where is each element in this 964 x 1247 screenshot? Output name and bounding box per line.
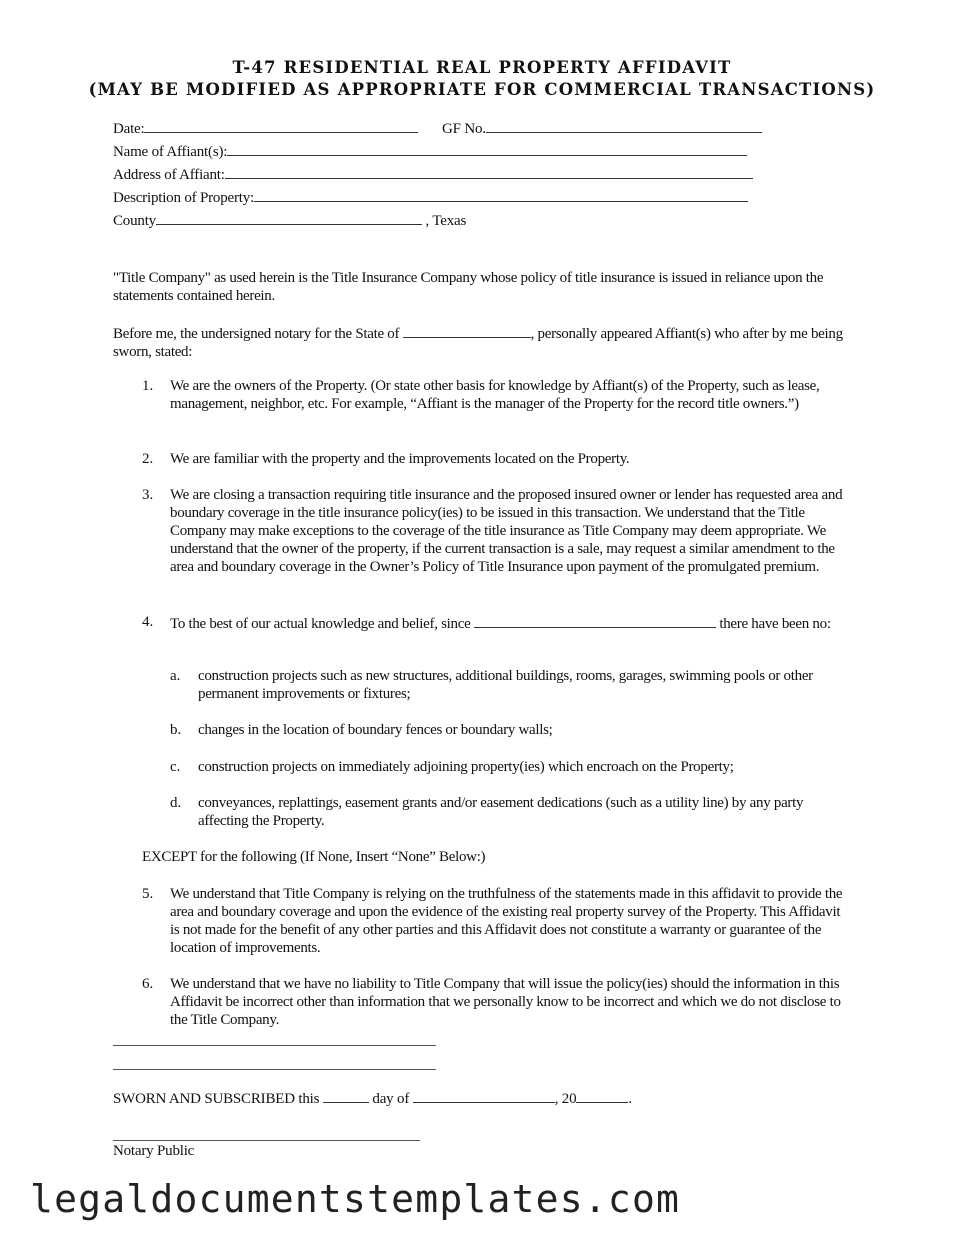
since-date-blank[interactable] — [474, 613, 716, 628]
subitem-a-text: construction projects such as new structures, additional buildings, rooms, garages, swimming pools or other permanent improvements or fixtures; — [198, 668, 813, 702]
county-field — [113, 210, 466, 230]
item-2-text: We are familiar with the property and the improvements located on the Property. — [170, 451, 630, 467]
sworn-day-blank[interactable] — [323, 1088, 369, 1103]
document-subtitle: (MAY BE MODIFIED AS APPROPRIATE FOR COMMERCIAL TRANSACTIONS) — [88, 80, 876, 99]
title-company-definition: "Title Company" as used herein is the Title Insurance Company whose policy of title insurance is issued in reliance upon the statements contained herein. — [113, 270, 824, 304]
sworn-year-blank[interactable] — [576, 1088, 628, 1103]
subitem-c-text: construction projects on immediately adjoining property(ies) which encroach on the Property; — [198, 759, 734, 775]
sworn-day-of: day of — [372, 1091, 410, 1107]
gf-number-label: GF No. — [442, 121, 486, 137]
item-3-number: 3. — [142, 487, 154, 503]
except-statement: EXCEPT for the following (If None, Insert “None” Below:) — [142, 849, 486, 865]
affiant-name-label: Name of Affiant(s): — [113, 144, 228, 160]
affiant-signature-line-1[interactable] — [113, 1045, 436, 1046]
item-4-number: 4. — [142, 614, 154, 630]
item-2-number: 2. — [142, 451, 154, 467]
item-4-text — [170, 613, 846, 633]
notary-intro-pre: Before me, the undersigned notary for the State of — [113, 326, 400, 342]
property-description-label: Description of Property: — [113, 190, 255, 206]
gf-number-field — [442, 118, 762, 138]
item-1-text: We are the owners of the Property. (Or state other basis for knowledge by Affiant(s) of the Property, such as lease, management, neighbor, etc. For example, “Affiant is the manager of the Property for the record title owners.”) — [170, 378, 820, 412]
sworn-year-prefix: , 20 — [554, 1091, 577, 1107]
date-field — [113, 118, 418, 138]
item-6-number: 6. — [142, 976, 154, 992]
subitem-b-letter: b. — [170, 722, 182, 738]
county-suffix: , Texas — [425, 213, 467, 229]
sworn-end: . — [628, 1091, 632, 1107]
item-4-text-pre: To the best of our actual knowledge and belief, since — [170, 616, 471, 632]
notary-intro-post: , personally appeared Affiant(s) who after by me being sworn, stated: — [113, 326, 843, 360]
document-title: T-47 RESIDENTIAL REAL PROPERTY AFFIDAVIT — [232, 58, 732, 77]
affiant-signature-line-2[interactable] — [113, 1069, 436, 1070]
site-watermark: legaldocumentstemplates.com — [30, 1177, 681, 1221]
county-label: County — [113, 213, 156, 229]
sworn-subscribed-line — [113, 1088, 632, 1108]
item-3-text: We are closing a transaction requiring title insurance and the proposed insured owner or lender has requested area and boundary coverage in the title insurance policy(ies) to be issued in this transaction. We understand that the Title Company may make exceptions to the coverage of the title insurance as Title Company may deem appropriate. We understand that the owner of the property, if the current transaction is a sale, may request a similar amendment to the area and boundary coverage in the Owner’s Policy of Title Insurance upon payment of the promulgated premium. — [170, 487, 843, 575]
county-blank[interactable] — [156, 210, 422, 225]
subitem-d-text: conveyances, replattings, easement grants and/or easement dedications (such as a utility line) by any party affecting the Property. — [198, 795, 804, 829]
affiant-address-field — [113, 164, 753, 184]
affiant-name-field — [113, 141, 747, 161]
notary-intro — [113, 323, 846, 361]
item-6-text: We understand that we have no liability to Title Company that will issue the policy(ies) should the information in this Affidavit be incorrect other than information that we personally know to be incorrect and which we do not disclose to the Title Company. — [170, 976, 841, 1028]
affiant-address-blank[interactable] — [225, 164, 753, 179]
subitem-d-letter: d. — [170, 795, 182, 811]
date-label: Date: — [113, 121, 145, 137]
item-5-text: We understand that Title Company is relying on the truthfulness of the statements made in this affidavit to provide the area and boundary coverage and upon the evidence of the existing real property survey of the Property. This Affidavit is not made for the benefit of any other parties and this Affidavit does not constitute a warranty or guarantee of the location of improvements. — [170, 886, 843, 956]
item-1-number: 1. — [142, 378, 154, 394]
item-4-text-post: there have been no: — [719, 616, 831, 632]
sworn-month-blank[interactable] — [413, 1088, 555, 1103]
affiant-name-blank[interactable] — [227, 141, 747, 156]
state-blank[interactable] — [403, 323, 531, 338]
subitem-a-letter: a. — [170, 668, 181, 684]
property-description-field — [113, 187, 748, 207]
affiant-address-label: Address of Affiant: — [113, 167, 225, 183]
sworn-pre: SWORN AND SUBSCRIBED this — [113, 1091, 320, 1107]
notary-signature-line[interactable] — [113, 1140, 420, 1141]
property-description-blank[interactable] — [254, 187, 748, 202]
date-blank[interactable] — [144, 118, 418, 133]
item-5-number: 5. — [142, 886, 154, 902]
gf-number-blank[interactable] — [486, 118, 762, 133]
notary-public-label: Notary Public — [113, 1143, 195, 1159]
subitem-b-text: changes in the location of boundary fences or boundary walls; — [198, 722, 553, 738]
subitem-c-letter: c. — [170, 759, 181, 775]
